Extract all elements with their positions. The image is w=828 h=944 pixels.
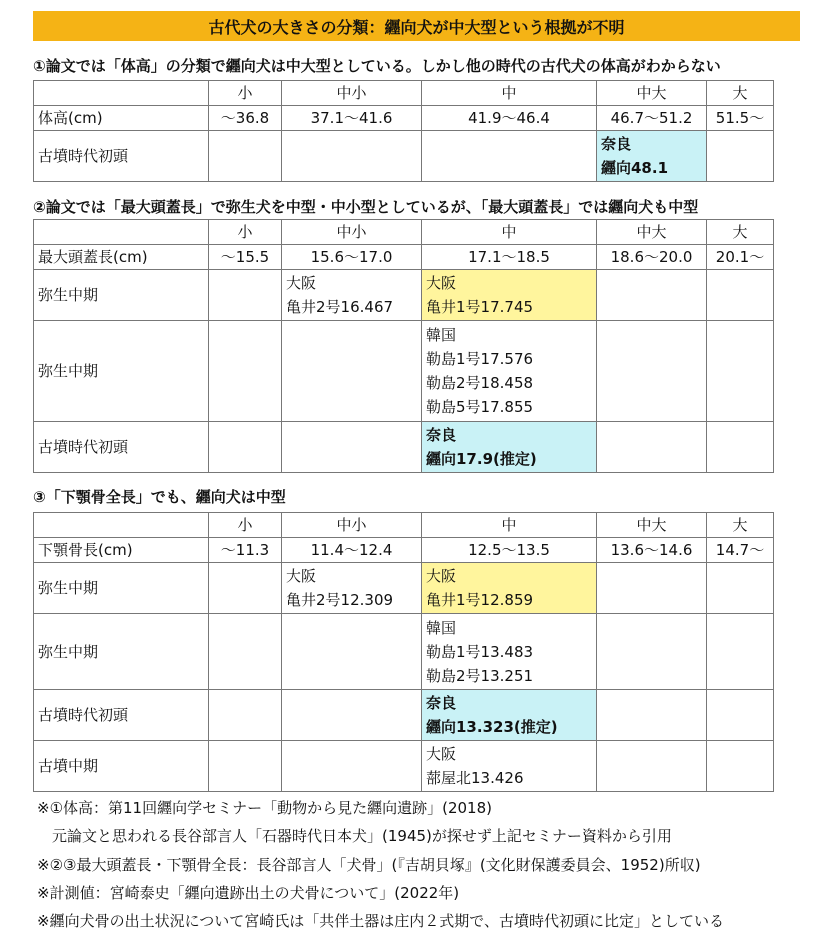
measurement-value: 亀井2号12.309 bbox=[286, 591, 394, 609]
table-row bbox=[34, 131, 774, 182]
category-small-medium: 中小 bbox=[282, 81, 422, 106]
category-medium: 中 bbox=[422, 81, 597, 106]
category-medium-large: 中大 bbox=[597, 513, 707, 538]
empty-cell bbox=[707, 270, 774, 321]
range-cell: 12.5～13.5 bbox=[422, 538, 597, 563]
metric-label: 最大頭蓋長(cm) bbox=[34, 245, 209, 270]
range-cell: 11.4～12.4 bbox=[282, 538, 422, 563]
range-cell: 18.6～20.0 bbox=[597, 245, 707, 270]
row-label: 弥生中期 bbox=[34, 563, 209, 614]
row-label: 弥生中期 bbox=[34, 614, 209, 690]
empty-cell bbox=[34, 81, 209, 106]
value-cell bbox=[282, 270, 422, 321]
category-large: 大 bbox=[707, 81, 774, 106]
measurement-value: 勒島1号13.483 bbox=[426, 642, 534, 661]
value-cell bbox=[282, 563, 422, 614]
category-large: 大 bbox=[707, 220, 774, 245]
measurement-value: 亀井1号12.859 bbox=[426, 591, 534, 609]
row-label: 古墳中期 bbox=[34, 741, 209, 792]
value-cell-highlighted bbox=[422, 270, 597, 321]
place-name: 大阪 bbox=[426, 274, 457, 292]
empty-cell bbox=[209, 270, 282, 321]
makimuku-value-cell bbox=[597, 131, 707, 182]
empty-cell bbox=[707, 422, 774, 473]
table-row bbox=[34, 106, 774, 131]
empty-cell bbox=[209, 321, 282, 422]
empty-cell bbox=[209, 422, 282, 473]
measurement-value: 亀井2号16.467 bbox=[286, 298, 394, 316]
empty-cell bbox=[209, 563, 282, 614]
empty-cell bbox=[282, 321, 422, 422]
category-medium-large: 中大 bbox=[597, 81, 707, 106]
range-cell: 41.9～46.4 bbox=[422, 106, 597, 131]
place-name: 奈良 bbox=[426, 694, 457, 712]
measurement-value: 勒島2号18.458 bbox=[426, 374, 534, 392]
measurement-value: 纒向48.1 bbox=[601, 159, 669, 177]
footnote: ※①体高：第11回纒向学セミナー「動物から見た纒向遺跡」(2018) bbox=[37, 799, 492, 817]
measurement-value: 蔀屋北13.426 bbox=[426, 769, 524, 787]
empty-cell bbox=[209, 131, 282, 182]
empty-cell bbox=[422, 131, 597, 182]
range-cell: 17.1～18.5 bbox=[422, 245, 597, 270]
makimuku-value-cell bbox=[422, 422, 597, 473]
category-large: 大 bbox=[707, 513, 774, 538]
makimuku-value-cell bbox=[422, 690, 597, 741]
empty-cell bbox=[597, 422, 707, 473]
category-small: 小 bbox=[209, 81, 282, 106]
place-name: 大阪 bbox=[426, 567, 457, 585]
section2-table bbox=[33, 219, 774, 473]
page-title: 古代犬の大きさの分類：纒向犬が中大型という根拠が不明 bbox=[33, 11, 800, 41]
table-row bbox=[34, 245, 774, 270]
table-row bbox=[34, 563, 774, 614]
category-medium-large: 中大 bbox=[597, 220, 707, 245]
metric-label: 体高(cm) bbox=[34, 106, 209, 131]
table-row bbox=[34, 220, 774, 245]
empty-cell bbox=[597, 270, 707, 321]
empty-cell bbox=[707, 741, 774, 792]
empty-cell bbox=[209, 690, 282, 741]
measurement-value: 勒島1号17.576 bbox=[426, 350, 534, 368]
range-cell: 46.7～51.2 bbox=[597, 106, 707, 131]
empty-cell bbox=[597, 614, 707, 690]
footnote: ※纒向犬骨の出土状況について宮崎氏は「共伴土器は庄内２式期で、古墳時代初頭に比定」としている bbox=[37, 912, 724, 930]
place-name: 韓国 bbox=[426, 326, 457, 344]
empty-cell bbox=[282, 690, 422, 741]
value-cell-highlighted bbox=[422, 563, 597, 614]
range-cell: ～15.5 bbox=[209, 245, 282, 270]
empty-cell bbox=[707, 321, 774, 422]
range-cell: 15.6～17.0 bbox=[282, 245, 422, 270]
empty-cell bbox=[34, 220, 209, 245]
measurement-value: 纒向13.323(推定) bbox=[426, 718, 558, 736]
place-name: 韓国 bbox=[426, 618, 457, 637]
empty-cell bbox=[282, 741, 422, 792]
category-medium: 中 bbox=[422, 513, 597, 538]
row-label: 古墳時代初頭 bbox=[34, 690, 209, 741]
section3-table bbox=[33, 512, 774, 792]
category-small-medium: 中小 bbox=[282, 220, 422, 245]
empty-cell bbox=[282, 131, 422, 182]
empty-cell bbox=[597, 563, 707, 614]
range-cell: 20.1～ bbox=[707, 245, 774, 270]
empty-cell bbox=[209, 614, 282, 690]
place-name: 大阪 bbox=[286, 274, 317, 292]
table-row bbox=[34, 270, 774, 321]
category-small: 小 bbox=[209, 513, 282, 538]
category-small-medium: 中小 bbox=[282, 513, 422, 538]
table-row bbox=[34, 741, 774, 792]
empty-cell bbox=[597, 321, 707, 422]
empty-cell bbox=[34, 513, 209, 538]
measurement-value: 亀井1号17.745 bbox=[426, 298, 534, 316]
row-label: 古墳時代初頭 bbox=[34, 422, 209, 473]
table-row bbox=[34, 422, 774, 473]
table-row bbox=[34, 513, 774, 538]
value-cell bbox=[422, 321, 597, 422]
place-name: 大阪 bbox=[426, 745, 457, 763]
range-cell: ～11.3 bbox=[209, 538, 282, 563]
measurement-value: 勒島2号13.251 bbox=[426, 666, 534, 685]
measurement-value: 勒島5号17.855 bbox=[426, 398, 534, 416]
measurement-value: 纒向17.9(推定) bbox=[426, 450, 537, 468]
place-name: 奈良 bbox=[601, 135, 632, 153]
section3-heading: ③「下顎骨全長」でも、纒向犬は中型 bbox=[33, 488, 286, 506]
value-cell bbox=[422, 614, 597, 690]
footnote: ※②③最大頭蓋長・下顎骨全長：長谷部言人「犬骨」(『吉胡貝塚』(文化財保護委員会、1952)所収) bbox=[37, 856, 701, 874]
empty-cell bbox=[597, 741, 707, 792]
empty-cell bbox=[282, 422, 422, 473]
empty-cell bbox=[707, 563, 774, 614]
row-label: 弥生中期 bbox=[34, 270, 209, 321]
category-medium: 中 bbox=[422, 220, 597, 245]
row-label: 古墳時代初頭 bbox=[34, 131, 209, 182]
empty-cell bbox=[597, 690, 707, 741]
place-name: 奈良 bbox=[426, 426, 457, 444]
row-label: 弥生中期 bbox=[34, 321, 209, 422]
empty-cell bbox=[707, 614, 774, 690]
table-row bbox=[34, 690, 774, 741]
table-row bbox=[34, 614, 774, 690]
empty-cell bbox=[707, 131, 774, 182]
range-cell: ～36.8 bbox=[209, 106, 282, 131]
value-cell bbox=[422, 741, 597, 792]
place-name: 大阪 bbox=[286, 567, 317, 585]
empty-cell bbox=[209, 741, 282, 792]
section1-table bbox=[33, 80, 774, 182]
category-small: 小 bbox=[209, 220, 282, 245]
range-cell: 14.7～ bbox=[707, 538, 774, 563]
section2-heading: ②論文では「最大頭蓋長」で弥生犬を中型・中小型としているが、「最大頭蓋長」では纒向犬も中型 bbox=[33, 198, 699, 216]
empty-cell bbox=[707, 690, 774, 741]
footnote: 元論文と思われる長谷部言人「石器時代日本犬」(1945)が探せず上記セミナー資料から引用 bbox=[52, 827, 672, 845]
range-cell: 37.1～41.6 bbox=[282, 106, 422, 131]
table-row bbox=[34, 538, 774, 563]
footnote: ※計測値：宮崎泰史「纒向遺跡出土の犬骨について」(2022年) bbox=[37, 884, 460, 902]
range-cell: 51.5～ bbox=[707, 106, 774, 131]
table-row bbox=[34, 81, 774, 106]
metric-label: 下顎骨長(cm) bbox=[34, 538, 209, 563]
table-row bbox=[34, 321, 774, 422]
range-cell: 13.6～14.6 bbox=[597, 538, 707, 563]
section1-heading: ①論文では「体高」の分類で纒向犬は中大型としている。しかし他の時代の古代犬の体高がわからない bbox=[33, 57, 721, 75]
empty-cell bbox=[282, 614, 422, 690]
